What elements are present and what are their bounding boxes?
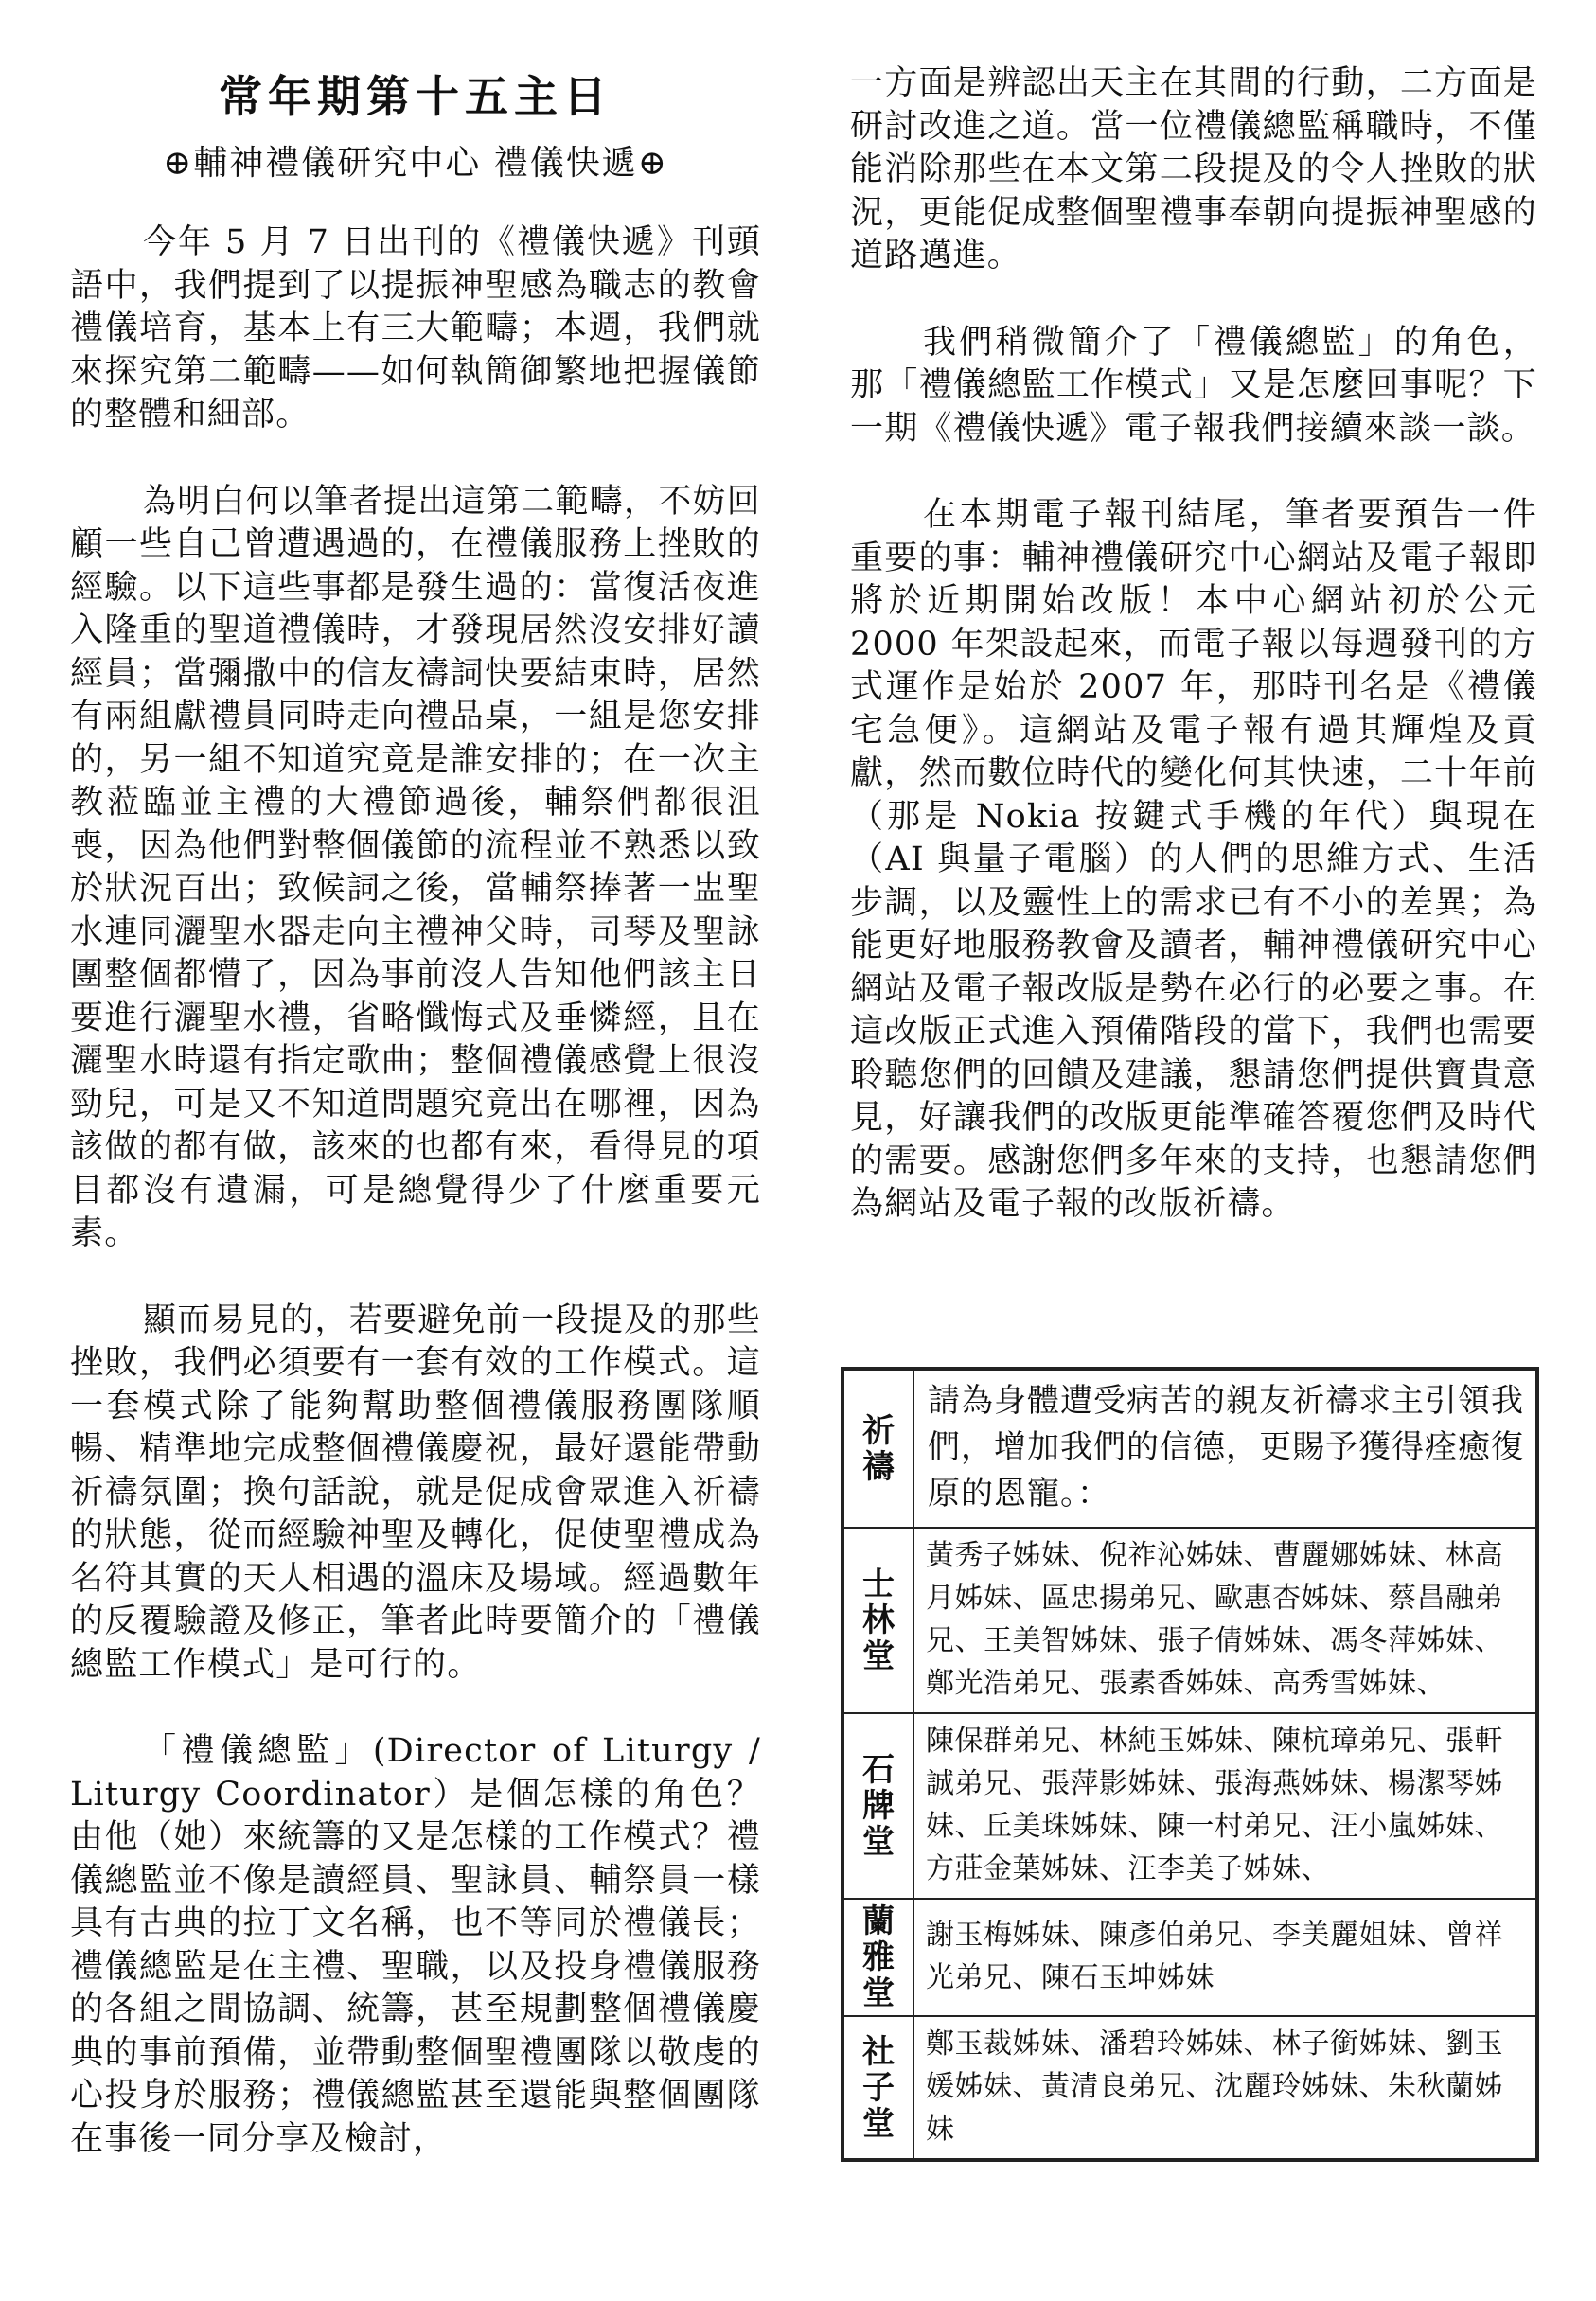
church-names: 謝玉梅姊妹、陳彥伯弟兄、李美麗姐妹、曾祥光弟兄、陳石玉坤姊妹 [913,1899,1536,2016]
church-name: 蘭 雅 堂 [843,1899,913,2016]
church-name: 石 牌 堂 [843,1713,913,1899]
church-row [843,1713,1536,1899]
church-names: 陳保群弟兄、林純玉姊妹、陳杭璋弟兄、張軒誠弟兄、張萍影姊妹、張海燕姊妹、楊潔琴姊妹、丘美珠姊妹、陳一村弟兄、汪小嵐姊妹、方莊金葉姊妹、汪李美子姊妹、 [913,1713,1536,1899]
article-paragraph: 在本期電子報刊結尾，筆者要預告一件重要的事：輔神禮儀研究中心網站及電子報即將於近期開始改版！本中心網站初於公元 2000 年架設起來，而電子報以每週發刊的方式運作是始於 2007 年，那時刊名是《禮儀宅急便》。這網站及電子報有過其輝煌及貢獻，然而數位時代的變化何其快速，二十年前（那是 Nokia 按鍵式手機的年代）與現在（AI 與量子電腦）的人們的思維方式、生活步調，以及靈性上的需求已有不小的差異；為能更好地服務教會及讀者，輔神禮儀研究中心網站及電子報改版是勢在必行的必要之事。在這改版正式進入預備階段的當下，我們也需要聆聽您們的回饋及建議，懇請您們提供寶貴意見，好讓我們的改版更能準確答覆您們及時代的需要。感謝您們多年來的支持，也懇請您們為網站及電子報的改版祈禱。 [850,496,1537,1223]
prayer-table [842,1369,1537,2160]
article-paragraph: 今年 5 月 7 日出刊的《禮儀快遞》刊頭語中，我們提到了以提振神聖感為職志的教會禮儀培育，基本上有三大範疇；本週，我們就來探究第二範疇——如何執簡御繁地把握儀節的整體和細部。 [70,223,761,434]
article-paragraph: 我們稍微簡介了「禮儀總監」的角色，那「禮儀總監工作模式」又是怎麼回事呢？下一期《禮儀快遞》電子報我們接續來談一談。 [850,323,1537,448]
cross-icon: ⊕ [163,144,194,183]
church-row [843,1528,1536,1713]
church-name: 士 林 堂 [843,1528,913,1713]
prayer-heading: 祈 禱 [843,1370,913,1528]
right-column [850,62,1537,1270]
article-paragraph: 為明白何以筆者提出這第二範疇，不妨回顧一些自己曾遭遇過的，在禮儀服務上挫敗的經驗。以下這些事都是發生過的：當復活夜進入隆重的聖道禮儀時，才發現居然沒安排好讀經員；當彌撒中的信友禱詞快要結束時，居然有兩組獻禮員同時走向禮品桌，一組是您安排的，另一組不知道究竟是誰安排的；在一次主教蒞臨並主禮的大禮節過後，輔祭們都很沮喪，因為他們對整個儀節的流程並不熟悉以致於狀況百出；致候詞之後，當輔祭捧著一盅聖水連同灑聖水器走向主禮神父時，司琴及聖詠團整個都懵了，因為事前沒人告知他們該主日要進行灑聖水禮，省略懺悔式及垂憐經，且在灑聖水時還有指定歌曲；整個禮儀感覺上很沒勁兒，可是又不知道問題究竟出在哪裡，因為該做的都有做，該來的也都有來，看得見的項目都沒有遺漏，可是總覺得少了什麼重要元素。 [70,482,761,1252]
page-subtitle [70,140,761,187]
left-column [70,66,761,2204]
cross-icon: ⊕ [637,144,668,183]
prayer-intro: 請為身體遭受病苦的親友祈禱求主引領我們，增加我們的信德，更賜予獲得痊癒復原的恩寵。： [913,1370,1536,1528]
church-row [843,2016,1536,2159]
church-name: 社 子 堂 [843,2016,913,2159]
article-paragraph: 一方面是辨認出天主在其間的行動，二方面是研討改進之道。當一位禮儀總監稱職時，不僅能消除那些在本文第二段提及的令人挫敗的狀況，更能促成整個聖禮事奉朝向提振神聖感的道路邁進。 [850,64,1537,274]
page-title: 常年期第十五主日 [219,71,612,122]
prayer-list-box [841,1367,1539,2162]
prayer-intro-row [843,1370,1536,1528]
article-paragraph: 顯而易見的，若要避免前一段提及的那些挫敗，我們必須要有一套有效的工作模式。這一套模式除了能夠幫助整個禮儀服務團隊順暢、精準地完成整個禮儀慶祝，最好還能帶動祈禱氛圍；換句話說，就是促成會眾進入祈禱的狀態，從而經驗神聖及轉化，促使聖禮成為名符其實的天人相遇的溫床及場域。經過數年的反覆驗證及修正，筆者此時要簡介的「禮儀總監工作模式」是可行的。 [70,1301,761,1684]
church-names: 鄭玉裁姊妹、潘碧玲姊妹、林子銜姊妹、劉玉媛姊妹、黃清良弟兄、沈麗玲姊妹、朱秋蘭姊妹 [913,2016,1536,2159]
subtitle-text: 輔神禮儀研究中心 禮儀快遞 [193,144,638,183]
church-names: 黃秀子姊妹、倪祚沁姊妹、曹麗娜姊妹、林高月姊妹、區忠揚弟兄、歐惠杏姊妹、蔡昌融弟兄、王美智姊妹、張子倩姊妹、馮冬萍姊妹、鄭光浩弟兄、張素香姊妹、高秀雪姊妹、 [913,1528,1536,1713]
church-row [843,1899,1536,2016]
article-paragraph: 「禮儀總監」(Director of Liturgy / Liturgy Coordinator）是個怎樣的角色？由他（她）來統籌的又是怎樣的工作模式？禮儀總監並不像是讀經員、聖詠員、輔祭員一樣具有古典的拉丁文名稱，也不等同於禮儀長；禮儀總監是在主禮、聖職，以及投身禮儀服務的各組之間協調、統籌，甚至規劃整個禮儀慶典的事前預備，並帶動整個聖禮團隊以敬虔的心投身於服務；禮儀總監甚至還能與整個團隊在事後一同分享及檢討， [70,1732,761,2158]
